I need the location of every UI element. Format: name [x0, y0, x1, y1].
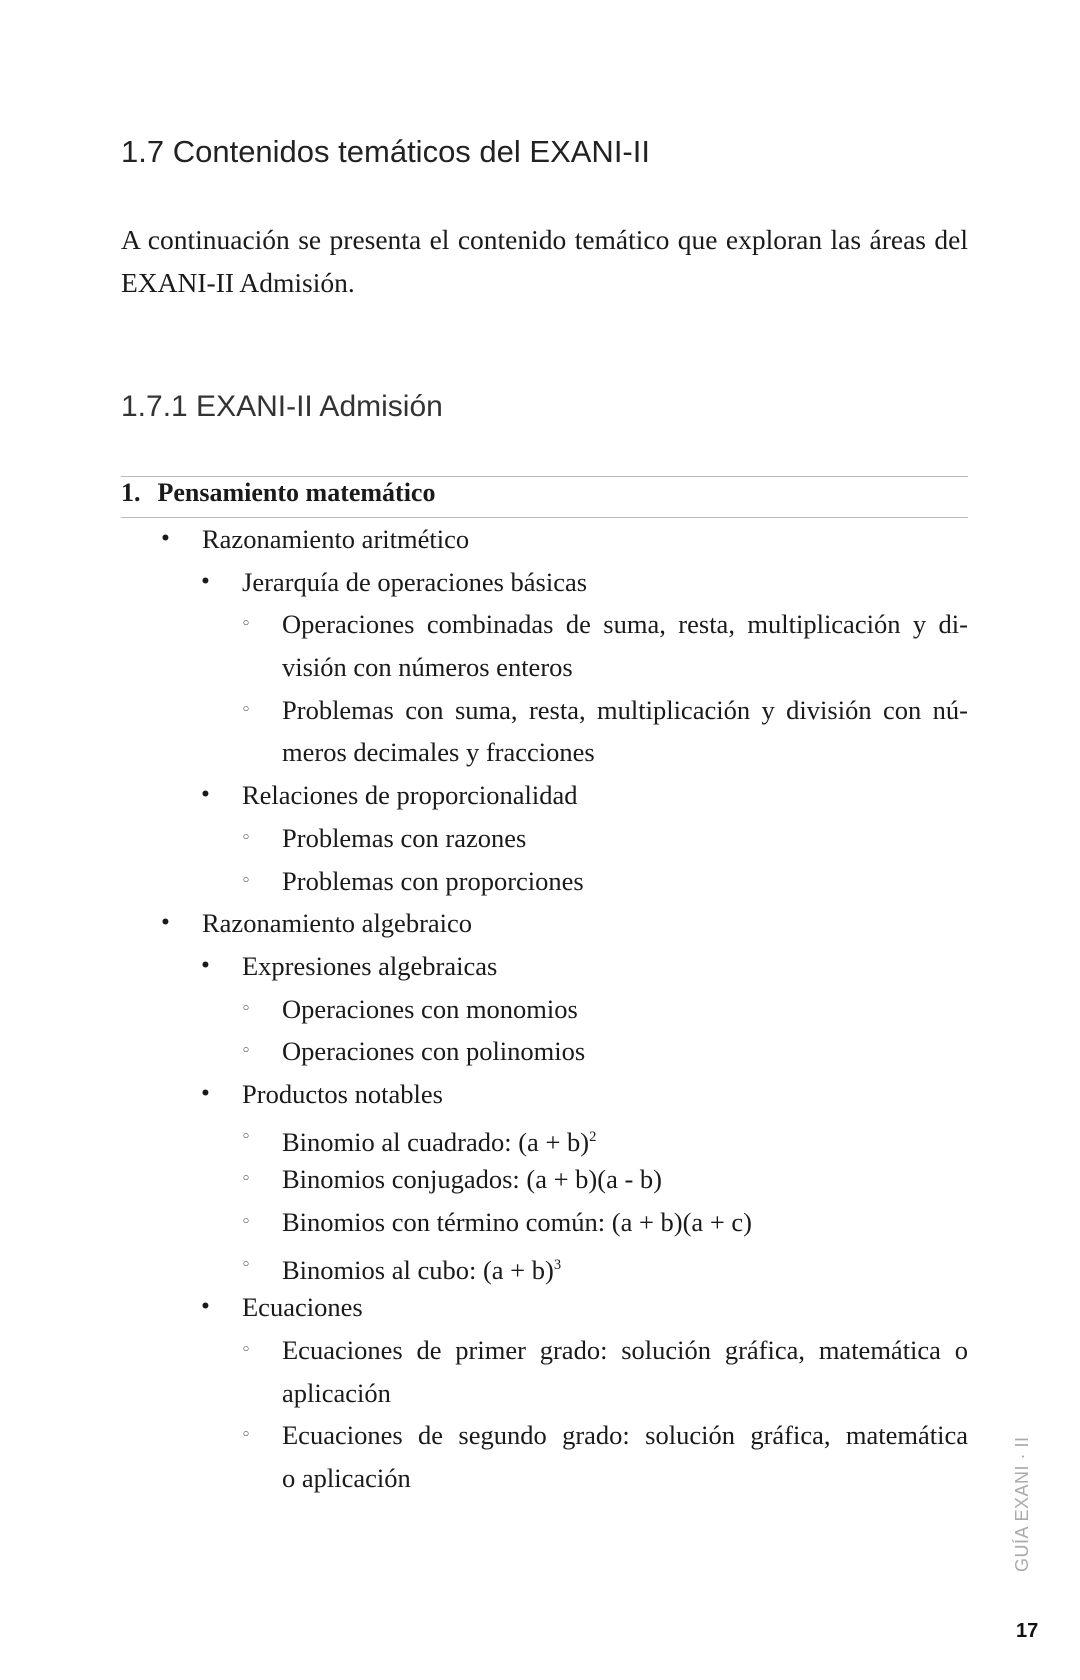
- list-item-text: [282, 860, 968, 903]
- list-item-text: [282, 1030, 968, 1073]
- list-item-text-line: Jerarquía de operaciones básicas: [242, 566, 588, 597]
- bullet-icon: •: [200, 571, 211, 592]
- list-item-level-1: [0, 518, 968, 561]
- list-item-level-3: [0, 1244, 968, 1287]
- list-item-text-line: Razonamiento algebraico: [202, 908, 473, 939]
- list-item-level-3: [0, 689, 968, 732]
- list-item-text: [282, 988, 968, 1031]
- hollow-bullet-icon: ◦: [241, 1340, 252, 1361]
- section-heading: 1.7 Contenidos temáticos del EXANI-II: [121, 134, 650, 169]
- list-item-text-line: Razonamiento aritmético: [202, 524, 470, 554]
- area-number: 1.: [121, 478, 141, 507]
- hollow-bullet-icon: ◦: [241, 1212, 252, 1232]
- list-item-text-line: Ecuaciones de primer grado: solución gráfica, matemática o: [282, 1335, 968, 1366]
- page-number: 17: [1016, 1620, 1039, 1642]
- list-item-level-3: [0, 988, 968, 1031]
- list-item-text-line: Productos notables: [242, 1078, 443, 1109]
- list-item-text-line: Operaciones con monomios: [282, 993, 578, 1024]
- list-item-text: [282, 689, 968, 732]
- side-running-title: GUÍA EXANI · II: [1012, 1436, 1032, 1572]
- hollow-bullet-icon: ◦: [241, 998, 252, 1019]
- topic-list: [0, 518, 968, 1500]
- hollow-bullet-icon: ◦: [241, 1041, 252, 1062]
- list-item-level-3: [0, 1201, 968, 1244]
- list-item-level-2: [0, 774, 968, 817]
- hollow-bullet-icon: ◦: [241, 1254, 252, 1275]
- list-item-text-line: Binomio al cuadrado: (a + b): [282, 1126, 590, 1157]
- list-item-text: [282, 1201, 968, 1244]
- list-item-text-line: Operaciones con polinomios: [282, 1036, 586, 1067]
- list-item-text-line: o aplicación: [282, 1463, 411, 1494]
- list-item-text-line: Problemas con proporciones: [282, 865, 584, 896]
- list-item-text: [282, 603, 968, 646]
- list-item-text-line: aplicación: [282, 1377, 391, 1408]
- list-item-text: [282, 1457, 968, 1500]
- exponent: 3: [553, 1256, 562, 1273]
- list-item-text-line: Binomios con término común: (a + b)(a + c): [282, 1207, 752, 1237]
- bullet-icon: •: [200, 1297, 211, 1318]
- list-item-level-3: [0, 731, 968, 774]
- list-item-text: [282, 646, 968, 689]
- list-item-level-3: [0, 1329, 968, 1372]
- list-item-text-line: Relaciones de proporcionalidad: [242, 780, 578, 811]
- list-item-level-3: [0, 1158, 968, 1201]
- list-item-text-line: Binomios conjugados: (a + b)(a - b): [282, 1164, 662, 1195]
- list-item-text: [242, 1073, 443, 1116]
- area-title: [121, 478, 435, 508]
- list-item-text: [282, 1116, 968, 1164]
- hollow-bullet-icon: ◦: [241, 614, 252, 635]
- list-item-text: [202, 518, 469, 561]
- list-item-text-line: Operaciones combinadas de suma, resta, multiplicación y di-: [282, 609, 968, 640]
- list-item-text-line: Binomios al cubo: (a + b): [282, 1254, 554, 1285]
- list-item-text-line: Ecuaciones: [242, 1292, 363, 1323]
- list-item-level-3: [0, 1457, 968, 1500]
- list-item-text: [282, 1414, 968, 1457]
- list-item-level-3: [0, 603, 968, 646]
- subsection-heading: 1.7.1 EXANI-II Admisión: [121, 390, 443, 423]
- list-item-text-line: visión con números enteros: [282, 652, 573, 683]
- hollow-bullet-icon: ◦: [241, 1126, 252, 1147]
- list-item-text-line: Expresiones algebraicas: [242, 950, 498, 981]
- intro-paragraph: A continuación se presenta el contenido temático que exploran las áreas del EXANI-II Admisión.: [121, 224, 968, 298]
- list-item-text: [282, 1372, 968, 1415]
- list-item-level-2: [0, 1286, 968, 1329]
- list-item-level-2: [0, 945, 968, 988]
- list-item-level-3: [0, 1030, 968, 1073]
- list-item-level-3: [0, 860, 968, 903]
- list-item-text-line: Problemas con suma, resta, multiplicación y división con nú-: [282, 694, 968, 725]
- hollow-bullet-icon: ◦: [241, 1169, 252, 1190]
- area-name: Pensamiento matemático: [157, 478, 436, 507]
- list-item-text-line: meros decimales y fracciones: [282, 737, 595, 768]
- list-item-text: [242, 1286, 363, 1329]
- list-item-text: [282, 817, 968, 860]
- list-item-level-3: [0, 817, 968, 860]
- bullet-icon: •: [200, 955, 211, 976]
- list-item-level-1: [0, 902, 968, 945]
- list-item-level-2: [0, 1073, 968, 1116]
- list-item-text-line: Ecuaciones de segundo grado: solución gráfica, matemática: [282, 1420, 968, 1451]
- list-item-text: [282, 1329, 968, 1372]
- hollow-bullet-icon: ◦: [241, 1425, 252, 1446]
- list-item-text: [202, 902, 472, 945]
- list-item-level-3: [0, 1414, 968, 1457]
- list-item-text: [242, 945, 497, 988]
- list-item-level-3: [0, 1116, 968, 1159]
- hollow-bullet-icon: ◦: [241, 870, 252, 891]
- list-item-text: [242, 774, 578, 817]
- list-item-text: [242, 561, 587, 604]
- list-item-text: [282, 1244, 968, 1292]
- list-item-level-2: [0, 561, 968, 604]
- bullet-icon: •: [160, 913, 171, 934]
- list-item-text-line: Problemas con razones: [282, 822, 527, 853]
- top-rule: [121, 476, 968, 477]
- list-item-level-3: [0, 646, 968, 689]
- hollow-bullet-icon: ◦: [241, 827, 252, 848]
- list-item-text: [282, 1158, 968, 1201]
- bullet-icon: •: [200, 1083, 211, 1104]
- bullet-icon: •: [160, 529, 171, 549]
- exponent: 2: [589, 1128, 597, 1145]
- list-item-text: [282, 731, 968, 774]
- list-item-level-3: [0, 1372, 968, 1415]
- bullet-icon: •: [200, 785, 211, 806]
- hollow-bullet-icon: ◦: [241, 699, 252, 720]
